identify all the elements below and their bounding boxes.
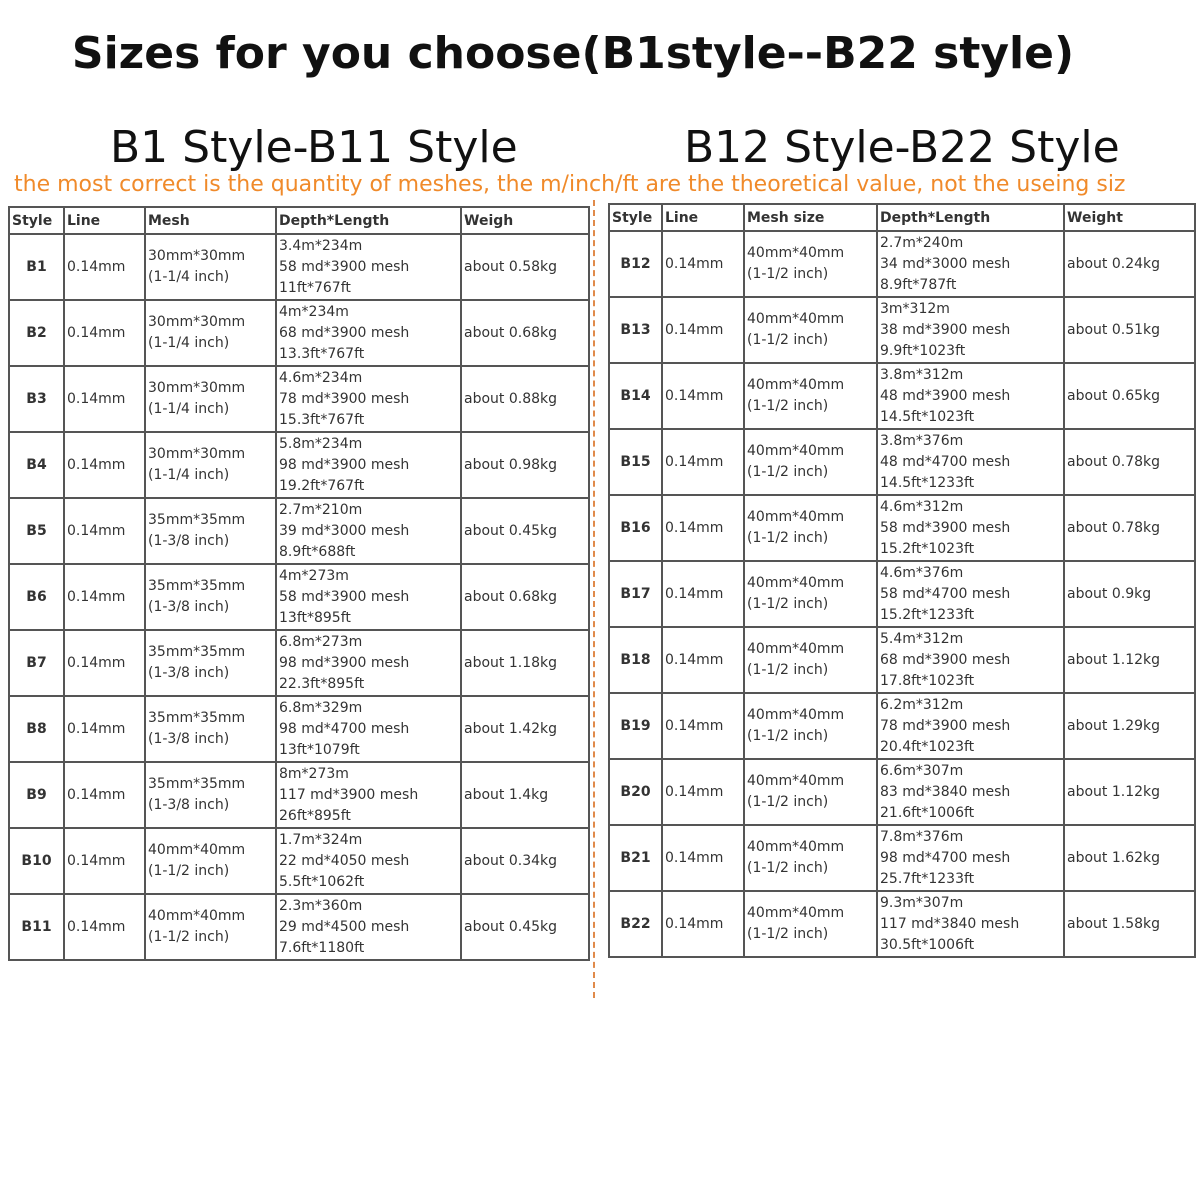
mesh-cell — [145, 234, 276, 300]
line-cell: 0.14mm — [64, 696, 145, 762]
weight-cell: about 0.78kg — [1064, 495, 1195, 561]
table-row — [9, 630, 589, 696]
mesh-cell — [145, 366, 276, 432]
weight-cell: about 0.78kg — [1064, 429, 1195, 495]
style-cell: B18 — [609, 627, 662, 693]
table-row — [609, 825, 1195, 891]
table-row — [609, 759, 1195, 825]
header-line: Line — [662, 204, 744, 231]
mesh-cell — [744, 891, 877, 957]
depth-length-cell — [276, 300, 461, 366]
style-cell: B21 — [609, 825, 662, 891]
mesh-inch: (1-3/8 inch) — [148, 599, 230, 615]
depth-length-cell — [276, 828, 461, 894]
depth-length-m: 3.8m*376m — [880, 432, 964, 449]
table-row — [9, 894, 589, 960]
depth-length-ft: 8.9ft*688ft — [279, 543, 356, 560]
depth-length-m: 3.8m*312m — [880, 366, 964, 383]
line-cell: 0.14mm — [64, 762, 145, 828]
depth-length-mesh: 117 md*3900 mesh — [279, 786, 419, 803]
depth-length-mesh: 78 md*3900 mesh — [880, 717, 1011, 734]
depth-length-m: 6.2m*312m — [880, 696, 964, 713]
right-section-heading: B12 Style-B22 Style — [684, 122, 1120, 173]
depth-length-mesh: 38 md*3900 mesh — [880, 321, 1011, 338]
depth-length-m: 1.7m*324m — [279, 831, 363, 848]
depth-length-ft: 22.3ft*895ft — [279, 675, 365, 692]
depth-length-cell — [877, 429, 1064, 495]
mesh-inch: (1-3/8 inch) — [148, 797, 230, 813]
table-row — [9, 696, 589, 762]
style-cell: B10 — [9, 828, 64, 894]
mesh-mm: 40mm*40mm — [747, 641, 845, 657]
mesh-mm: 40mm*40mm — [747, 377, 845, 393]
style-cell: B13 — [609, 297, 662, 363]
measurement-note: the most correct is the quantity of meshes, the m/inch/ft are the theoretical value, not the useing siz — [14, 172, 1126, 197]
mesh-mm: 30mm*30mm — [148, 248, 246, 264]
mesh-mm: 40mm*40mm — [747, 311, 845, 327]
header-weight: Weigh — [461, 207, 589, 234]
weight-cell: about 1.18kg — [461, 630, 589, 696]
line-cell: 0.14mm — [64, 234, 145, 300]
line-cell: 0.14mm — [662, 891, 744, 957]
depth-length-cell — [877, 561, 1064, 627]
table-row — [609, 561, 1195, 627]
mesh-mm: 40mm*40mm — [148, 842, 246, 858]
style-cell: B22 — [609, 891, 662, 957]
style-cell: B17 — [609, 561, 662, 627]
mesh-inch: (1-1/2 inch) — [148, 863, 230, 879]
depth-length-m: 6.6m*307m — [880, 762, 964, 779]
line-cell: 0.14mm — [64, 564, 145, 630]
depth-length-ft: 26ft*895ft — [279, 807, 351, 824]
depth-length-cell — [276, 894, 461, 960]
table-row — [609, 891, 1195, 957]
style-cell: B16 — [609, 495, 662, 561]
mesh-mm: 40mm*40mm — [747, 575, 845, 591]
depth-length-mesh: 58 md*3900 mesh — [279, 588, 410, 605]
mesh-mm: 30mm*30mm — [148, 314, 246, 330]
weight-cell: about 0.68kg — [461, 564, 589, 630]
depth-length-ft: 14.5ft*1023ft — [880, 408, 975, 425]
depth-length-mesh: 98 md*3900 mesh — [279, 654, 410, 671]
style-cell: B1 — [9, 234, 64, 300]
depth-length-m: 3m*312m — [880, 300, 950, 317]
depth-length-m: 7.8m*376m — [880, 828, 964, 845]
line-cell: 0.14mm — [64, 432, 145, 498]
line-cell: 0.14mm — [662, 231, 744, 297]
mesh-cell — [145, 762, 276, 828]
mesh-cell — [145, 498, 276, 564]
mesh-cell — [145, 564, 276, 630]
depth-length-cell — [877, 759, 1064, 825]
header-style: Style — [609, 204, 662, 231]
style-cell: B3 — [9, 366, 64, 432]
depth-length-cell — [877, 891, 1064, 957]
mesh-cell — [744, 429, 877, 495]
depth-length-ft: 8.9ft*787ft — [880, 276, 957, 293]
weight-cell: about 0.45kg — [461, 498, 589, 564]
depth-length-mesh: 29 md*4500 mesh — [279, 918, 410, 935]
column-divider — [593, 200, 595, 998]
header-mesh-size: Mesh size — [744, 204, 877, 231]
style-cell: B5 — [9, 498, 64, 564]
depth-length-mesh: 58 md*3900 mesh — [279, 258, 410, 275]
table-row — [9, 498, 589, 564]
line-cell: 0.14mm — [662, 495, 744, 561]
depth-length-ft: 19.2ft*767ft — [279, 477, 365, 494]
mesh-mm: 40mm*40mm — [747, 839, 845, 855]
line-cell: 0.14mm — [64, 366, 145, 432]
mesh-cell — [744, 627, 877, 693]
style-cell: B14 — [609, 363, 662, 429]
mesh-inch: (1-1/2 inch) — [747, 728, 829, 744]
mesh-mm: 35mm*35mm — [148, 710, 246, 726]
style-cell: B2 — [9, 300, 64, 366]
depth-length-ft: 21.6ft*1006ft — [880, 804, 975, 821]
style-cell: B7 — [9, 630, 64, 696]
mesh-mm: 30mm*30mm — [148, 446, 246, 462]
weight-cell: about 0.9kg — [1064, 561, 1195, 627]
mesh-inch: (1-1/2 inch) — [747, 926, 829, 942]
table-row — [609, 495, 1195, 561]
mesh-inch: (1-1/2 inch) — [148, 929, 230, 945]
weight-cell: about 0.24kg — [1064, 231, 1195, 297]
mesh-inch: (1-1/2 inch) — [747, 464, 829, 480]
depth-length-cell — [877, 495, 1064, 561]
line-cell: 0.14mm — [662, 627, 744, 693]
line-cell: 0.14mm — [662, 429, 744, 495]
depth-length-ft: 13ft*1079ft — [279, 741, 360, 758]
depth-length-ft: 25.7ft*1233ft — [880, 870, 975, 887]
mesh-mm: 40mm*40mm — [747, 773, 845, 789]
depth-length-ft: 13.3ft*767ft — [279, 345, 365, 362]
depth-length-ft: 14.5ft*1233ft — [880, 474, 975, 491]
depth-length-m: 3.4m*234m — [279, 237, 363, 254]
weight-cell: about 1.42kg — [461, 696, 589, 762]
weight-cell: about 0.65kg — [1064, 363, 1195, 429]
size-table-left — [8, 206, 590, 961]
depth-length-cell — [877, 627, 1064, 693]
weight-cell: about 1.12kg — [1064, 627, 1195, 693]
mesh-inch: (1-1/4 inch) — [148, 401, 230, 417]
table-row — [609, 231, 1195, 297]
header-depth-length: Depth*Length — [877, 204, 1064, 231]
depth-length-mesh: 98 md*3900 mesh — [279, 456, 410, 473]
depth-length-cell — [276, 762, 461, 828]
depth-length-cell — [276, 432, 461, 498]
mesh-inch: (1-1/2 inch) — [747, 860, 829, 876]
depth-length-mesh: 34 md*3000 mesh — [880, 255, 1011, 272]
header-line: Line — [64, 207, 145, 234]
depth-length-m: 4.6m*234m — [279, 369, 363, 386]
depth-length-cell — [877, 825, 1064, 891]
table-row — [609, 693, 1195, 759]
table-row — [9, 828, 589, 894]
weight-cell: about 0.34kg — [461, 828, 589, 894]
header-mesh: Mesh — [145, 207, 276, 234]
weight-cell: about 0.45kg — [461, 894, 589, 960]
mesh-cell — [744, 363, 877, 429]
depth-length-cell — [877, 363, 1064, 429]
table-row — [609, 363, 1195, 429]
mesh-inch: (1-1/2 inch) — [747, 794, 829, 810]
mesh-cell — [744, 825, 877, 891]
line-cell: 0.14mm — [64, 630, 145, 696]
mesh-mm: 40mm*40mm — [747, 443, 845, 459]
header-style: Style — [9, 207, 64, 234]
mesh-mm: 40mm*40mm — [747, 509, 845, 525]
depth-length-ft: 15.2ft*1233ft — [880, 606, 975, 623]
line-cell: 0.14mm — [662, 759, 744, 825]
depth-length-mesh: 83 md*3840 mesh — [880, 783, 1011, 800]
mesh-cell — [145, 630, 276, 696]
depth-length-m: 4m*273m — [279, 567, 349, 584]
style-cell: B4 — [9, 432, 64, 498]
style-cell: B20 — [609, 759, 662, 825]
mesh-mm: 30mm*30mm — [148, 380, 246, 396]
depth-length-ft: 15.2ft*1023ft — [880, 540, 975, 557]
table-row — [9, 564, 589, 630]
weight-cell: about 0.58kg — [461, 234, 589, 300]
table-row — [9, 366, 589, 432]
depth-length-m: 4.6m*376m — [880, 564, 964, 581]
depth-length-mesh: 117 md*3840 mesh — [880, 915, 1020, 932]
line-cell: 0.14mm — [662, 363, 744, 429]
page-title: Sizes for you choose(B1style--B22 style) — [71, 28, 1075, 79]
depth-length-cell — [276, 234, 461, 300]
weight-cell: about 0.68kg — [461, 300, 589, 366]
line-cell: 0.14mm — [662, 825, 744, 891]
mesh-mm: 40mm*40mm — [747, 905, 845, 921]
table-row — [9, 300, 589, 366]
depth-length-mesh: 22 md*4050 mesh — [279, 852, 410, 869]
table-row — [609, 627, 1195, 693]
depth-length-mesh: 78 md*3900 mesh — [279, 390, 410, 407]
depth-length-ft: 5.5ft*1062ft — [279, 873, 365, 890]
size-table-right — [608, 203, 1196, 958]
line-cell: 0.14mm — [64, 498, 145, 564]
depth-length-mesh: 68 md*3900 mesh — [279, 324, 410, 341]
mesh-cell — [744, 693, 877, 759]
mesh-inch: (1-1/4 inch) — [148, 335, 230, 351]
depth-length-cell — [276, 564, 461, 630]
depth-length-cell — [877, 231, 1064, 297]
depth-length-mesh: 58 md*4700 mesh — [880, 585, 1011, 602]
mesh-cell — [744, 561, 877, 627]
depth-length-ft: 17.8ft*1023ft — [880, 672, 975, 689]
depth-length-mesh: 58 md*3900 mesh — [880, 519, 1011, 536]
mesh-inch: (1-3/8 inch) — [148, 665, 230, 681]
depth-length-cell — [276, 630, 461, 696]
mesh-cell — [744, 759, 877, 825]
weight-cell: about 1.4kg — [461, 762, 589, 828]
mesh-inch: (1-1/2 inch) — [747, 332, 829, 348]
mesh-inch: (1-1/2 inch) — [747, 398, 829, 414]
mesh-inch: (1-1/4 inch) — [148, 467, 230, 483]
depth-length-cell — [276, 366, 461, 432]
table-row — [9, 432, 589, 498]
mesh-cell — [145, 696, 276, 762]
weight-cell: about 0.88kg — [461, 366, 589, 432]
depth-length-mesh: 48 md*3900 mesh — [880, 387, 1011, 404]
mesh-cell — [145, 894, 276, 960]
style-cell: B11 — [9, 894, 64, 960]
depth-length-cell — [877, 297, 1064, 363]
line-cell: 0.14mm — [64, 300, 145, 366]
mesh-mm: 35mm*35mm — [148, 512, 246, 528]
depth-length-ft: 15.3ft*767ft — [279, 411, 365, 428]
header-depth-length: Depth*Length — [276, 207, 461, 234]
depth-length-m: 6.8m*329m — [279, 699, 363, 716]
mesh-cell — [744, 231, 877, 297]
style-cell: B6 — [9, 564, 64, 630]
header-weight: Weight — [1064, 204, 1195, 231]
table-header-row — [609, 204, 1195, 231]
mesh-inch: (1-1/2 inch) — [747, 530, 829, 546]
mesh-inch: (1-1/2 inch) — [747, 266, 829, 282]
depth-length-cell — [276, 696, 461, 762]
mesh-cell — [145, 432, 276, 498]
depth-length-m: 5.8m*234m — [279, 435, 363, 452]
depth-length-m: 2.7m*240m — [880, 234, 964, 251]
depth-length-m: 9.3m*307m — [880, 894, 964, 911]
weight-cell: about 0.51kg — [1064, 297, 1195, 363]
table-row — [609, 429, 1195, 495]
depth-length-m: 6.8m*273m — [279, 633, 363, 650]
mesh-mm: 40mm*40mm — [747, 707, 845, 723]
style-cell: B8 — [9, 696, 64, 762]
depth-length-mesh: 39 md*3000 mesh — [279, 522, 410, 539]
table-header-row — [9, 207, 589, 234]
weight-cell: about 0.98kg — [461, 432, 589, 498]
mesh-inch: (1-1/2 inch) — [747, 662, 829, 678]
depth-length-m: 5.4m*312m — [880, 630, 964, 647]
style-cell: B9 — [9, 762, 64, 828]
depth-length-ft: 7.6ft*1180ft — [279, 939, 365, 956]
depth-length-ft: 30.5ft*1006ft — [880, 936, 975, 953]
mesh-mm: 35mm*35mm — [148, 644, 246, 660]
depth-length-ft: 20.4ft*1023ft — [880, 738, 975, 755]
mesh-mm: 40mm*40mm — [148, 908, 246, 924]
style-cell: B12 — [609, 231, 662, 297]
depth-length-mesh: 98 md*4700 mesh — [279, 720, 410, 737]
depth-length-mesh: 48 md*4700 mesh — [880, 453, 1011, 470]
mesh-cell — [744, 297, 877, 363]
style-cell: B15 — [609, 429, 662, 495]
table-row — [609, 297, 1195, 363]
depth-length-ft: 11ft*767ft — [279, 279, 351, 296]
mesh-mm: 40mm*40mm — [747, 245, 845, 261]
weight-cell: about 1.62kg — [1064, 825, 1195, 891]
depth-length-mesh: 68 md*3900 mesh — [880, 651, 1011, 668]
mesh-cell — [744, 495, 877, 561]
mesh-inch: (1-3/8 inch) — [148, 533, 230, 549]
style-cell: B19 — [609, 693, 662, 759]
depth-length-m: 4m*234m — [279, 303, 349, 320]
mesh-inch: (1-3/8 inch) — [148, 731, 230, 747]
depth-length-cell — [276, 498, 461, 564]
table-row — [9, 234, 589, 300]
weight-cell: about 1.29kg — [1064, 693, 1195, 759]
weight-cell: about 1.12kg — [1064, 759, 1195, 825]
line-cell: 0.14mm — [64, 828, 145, 894]
weight-cell: about 1.58kg — [1064, 891, 1195, 957]
mesh-inch: (1-1/4 inch) — [148, 269, 230, 285]
mesh-inch: (1-1/2 inch) — [747, 596, 829, 612]
mesh-mm: 35mm*35mm — [148, 776, 246, 792]
depth-length-mesh: 98 md*4700 mesh — [880, 849, 1011, 866]
line-cell: 0.14mm — [64, 894, 145, 960]
depth-length-m: 2.3m*360m — [279, 897, 363, 914]
line-cell: 0.14mm — [662, 561, 744, 627]
depth-length-m: 4.6m*312m — [880, 498, 964, 515]
depth-length-m: 8m*273m — [279, 765, 349, 782]
depth-length-cell — [877, 693, 1064, 759]
mesh-cell — [145, 828, 276, 894]
depth-length-ft: 13ft*895ft — [279, 609, 351, 626]
depth-length-m: 2.7m*210m — [279, 501, 363, 518]
table-row — [9, 762, 589, 828]
depth-length-ft: 9.9ft*1023ft — [880, 342, 966, 359]
line-cell: 0.14mm — [662, 297, 744, 363]
line-cell: 0.14mm — [662, 693, 744, 759]
mesh-cell — [145, 300, 276, 366]
left-section-heading: B1 Style-B11 Style — [110, 122, 518, 173]
mesh-mm: 35mm*35mm — [148, 578, 246, 594]
